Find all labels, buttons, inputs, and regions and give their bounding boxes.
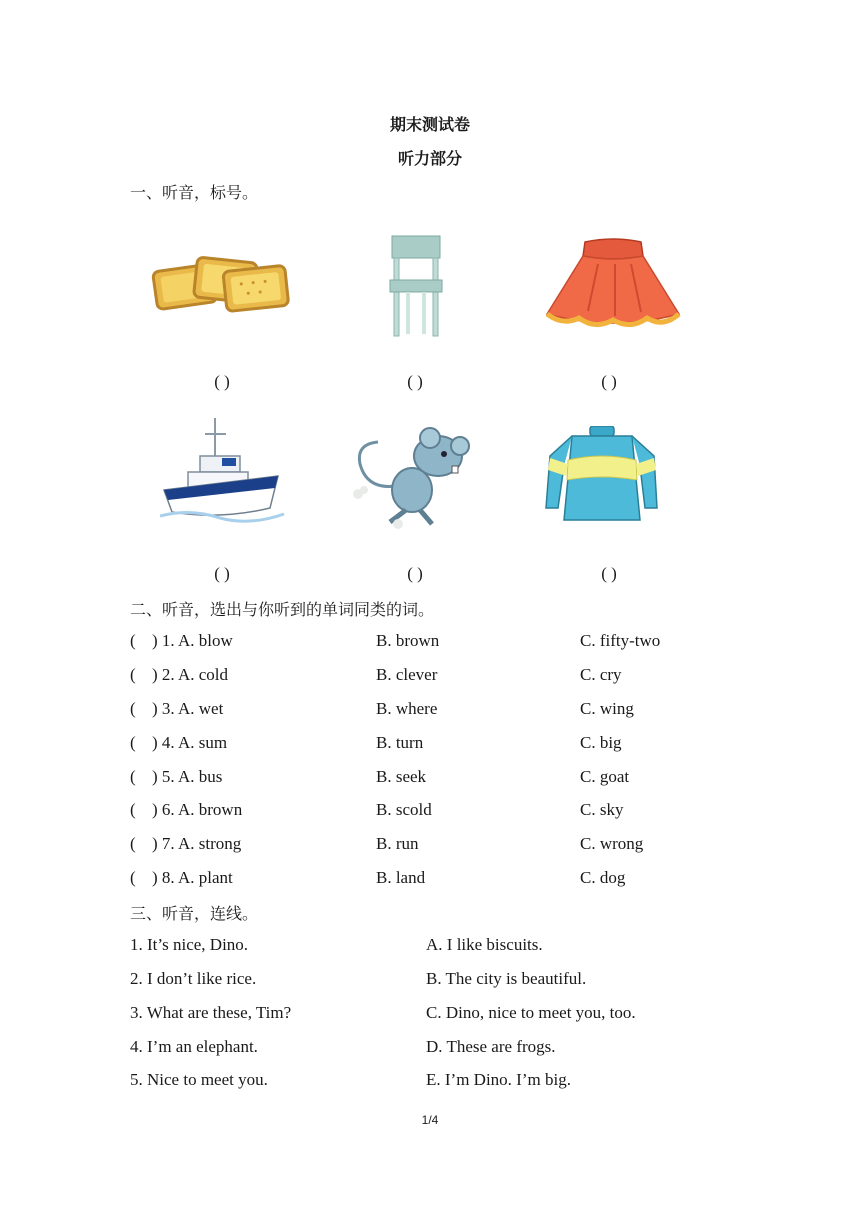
option-b: B. seek: [376, 767, 427, 786]
match-left-item[interactable]: 3. What are these, Tim?: [130, 1003, 292, 1022]
answer-blank-3[interactable]: ( ): [601, 372, 617, 391]
section-heading-part3: 三、听音，连线。: [130, 904, 259, 923]
answer-paren[interactable]: (: [130, 699, 136, 718]
answer-paren[interactable]: (: [130, 800, 136, 819]
match-right-item[interactable]: D. These are frogs.: [426, 1037, 556, 1056]
match-right-item[interactable]: C. Dino, nice to meet you, too.: [426, 1003, 636, 1022]
question-row[interactable]: [130, 699, 730, 721]
match-row: [130, 1003, 730, 1025]
match-row: [130, 935, 730, 957]
option-b: B. clever: [376, 665, 438, 684]
question-row[interactable]: [130, 631, 730, 653]
match-left-item[interactable]: 1. It’s nice, Dino.: [130, 935, 249, 954]
answer-blank-4[interactable]: ( ): [214, 564, 230, 583]
question-row[interactable]: [130, 665, 730, 687]
option-a: ) 5. A. bus: [152, 767, 223, 786]
answer-blank-2[interactable]: ( ): [407, 372, 423, 391]
section-heading-part1: 一、听音，标号。: [130, 183, 259, 202]
option-b: B. run: [376, 834, 419, 853]
option-c: C. big: [580, 733, 622, 752]
match-right-item[interactable]: E. I’m Dino. I’m big.: [426, 1070, 571, 1089]
page-title: 期末测试卷: [389, 115, 470, 134]
match-row: [130, 1037, 730, 1059]
match-left-item[interactable]: 4. I’m an elephant.: [130, 1037, 258, 1056]
option-a: ) 8. A. plant: [152, 868, 233, 887]
answer-paren[interactable]: (: [130, 868, 136, 887]
page-number: 1/4: [421, 1113, 439, 1127]
option-b: B. land: [376, 868, 426, 887]
answer-blank-5[interactable]: ( ): [407, 564, 423, 583]
match-right-item[interactable]: A. I like biscuits.: [426, 935, 543, 954]
option-c: C. dog: [580, 868, 626, 887]
option-b: B. turn: [376, 733, 424, 752]
option-c: C. fifty-two: [580, 631, 661, 650]
question-row[interactable]: [130, 767, 730, 789]
option-c: C. wrong: [580, 834, 644, 853]
ship-icon: [160, 416, 285, 536]
sweater-icon: [544, 426, 659, 527]
option-b: B. scold: [376, 800, 432, 819]
match-left-item[interactable]: 2. I don’t like rice.: [130, 969, 257, 988]
chair-icon: [388, 234, 444, 343]
answer-paren[interactable]: (: [130, 767, 136, 786]
biscuits-icon: [150, 252, 295, 327]
answer-paren[interactable]: (: [130, 665, 136, 684]
answer-blank-1[interactable]: ( ): [214, 372, 230, 391]
option-a: ) 6. A. brown: [152, 800, 243, 819]
match-row: [130, 969, 730, 991]
match-right-item[interactable]: B. The city is beautiful.: [426, 969, 587, 988]
option-c: C. goat: [580, 767, 630, 786]
option-b: B. brown: [376, 631, 440, 650]
skirt-icon: [543, 236, 683, 337]
question-row[interactable]: [130, 868, 730, 890]
option-a: ) 1. A. blow: [152, 631, 233, 650]
option-a: ) 2. A. cold: [152, 665, 229, 684]
answer-paren[interactable]: (: [130, 834, 136, 853]
question-row[interactable]: [130, 800, 730, 822]
match-row: [130, 1070, 730, 1092]
answer-paren[interactable]: (: [130, 733, 136, 752]
answer-blank-6[interactable]: ( ): [601, 564, 617, 583]
answer-paren[interactable]: (: [130, 631, 136, 650]
option-c: C. wing: [580, 699, 634, 718]
match-left-item[interactable]: 5. Nice to meet you.: [130, 1070, 268, 1089]
option-a: ) 4. A. sum: [152, 733, 228, 752]
option-b: B. where: [376, 699, 438, 718]
option-a: ) 7. A. strong: [152, 834, 242, 853]
mouse-icon: [348, 424, 480, 535]
section-heading-part2: 二、听音，选出与你听到的单词同类的词。: [130, 600, 435, 619]
option-c: C. cry: [580, 665, 622, 684]
question-row[interactable]: [130, 834, 730, 856]
question-row[interactable]: [130, 733, 730, 755]
option-a: ) 3. A. wet: [152, 699, 224, 718]
option-c: C. sky: [580, 800, 624, 819]
page-subtitle: 听力部分: [397, 149, 462, 168]
